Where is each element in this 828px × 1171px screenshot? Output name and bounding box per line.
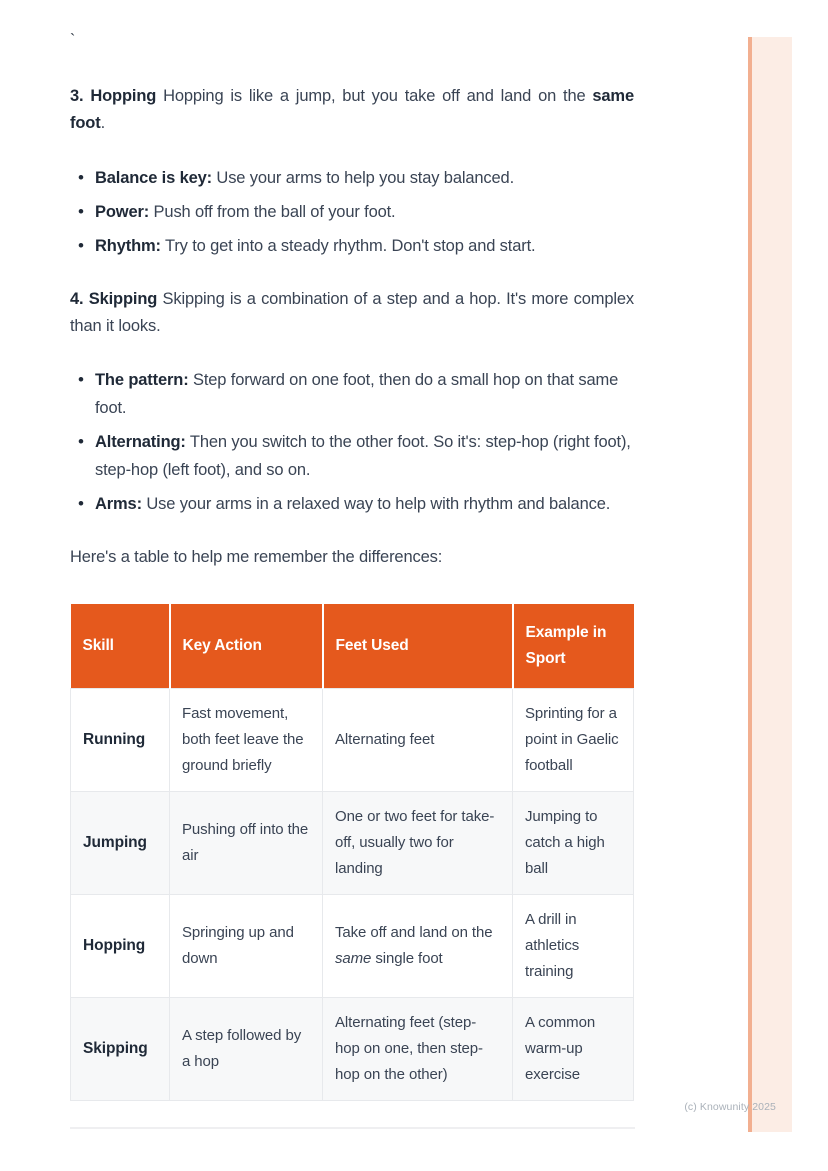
hopping-body-text: Hopping is like a jump, but you take off and land on the (156, 87, 593, 105)
bullet-text: Use your arms in a relaxed way to help with rhythm and balance. (141, 495, 611, 513)
header-cell-key-action: Key Action (170, 604, 323, 689)
cell-skill: Hopping (71, 895, 170, 998)
hopping-bold-tail: same foot (70, 87, 634, 132)
hopping-tail-punct: . (100, 114, 105, 132)
list-item (70, 428, 634, 484)
feet-used-suffix: single foot (371, 950, 443, 967)
cell-feet-used (323, 895, 513, 998)
bullet-label: Alternating: (95, 433, 186, 451)
stray-backtick-mark: ` (70, 32, 76, 49)
table-row-jumping (71, 792, 634, 895)
list-item (70, 490, 634, 518)
page-edge-stripe (748, 37, 792, 1132)
footer-credit: (c) Knowunity 2025 (684, 1101, 776, 1113)
list-item (70, 198, 634, 226)
paragraph-hopping (70, 83, 634, 137)
cell-example: Jumping to catch a high ball (513, 792, 634, 895)
cell-feet-used: Alternating feet (step-hop on one, then step-hop on the other) (323, 998, 513, 1101)
header-cell-feet-used: Feet Used (323, 604, 513, 689)
cell-feet-used: Alternating feet (323, 689, 513, 792)
bottom-divider (70, 1127, 635, 1129)
bullet-text: Use your arms to help you stay balanced. (212, 169, 515, 187)
feet-used-italic: same (335, 950, 372, 967)
cell-example: A common warm-up exercise (513, 998, 634, 1101)
skipping-bullet-list (70, 366, 634, 518)
header-cell-example: Example in Sport (513, 604, 634, 689)
table-row-hopping (71, 895, 634, 998)
list-item (70, 232, 634, 260)
cell-example: Sprinting for a point in Gaelic football (513, 689, 634, 792)
bullet-label: Balance is key: (95, 169, 212, 187)
list-item (70, 164, 634, 192)
skipping-heading: 4. Skipping (70, 290, 158, 308)
hopping-heading: 3. Hopping (70, 87, 157, 105)
bullet-label: Power: (95, 203, 150, 221)
table-intro-text: Here's a table to help me remember the differences: (70, 548, 443, 566)
table-row-skipping (71, 998, 634, 1101)
cell-feet-used: One or two feet for take-off, usually two for landing (323, 792, 513, 895)
skills-comparison-table (70, 604, 634, 1101)
list-item (70, 366, 634, 422)
cell-skill: Running (71, 689, 170, 792)
bullet-label: Arms: (95, 495, 142, 513)
feet-used-prefix: Take off and land on the (335, 924, 493, 941)
bullet-text: Try to get into a steady rhythm. Don't stop and start. (160, 237, 536, 255)
table-header-row (71, 604, 634, 689)
bullet-label: Rhythm: (95, 237, 161, 255)
bullet-text: Push off from the ball of your foot. (149, 203, 396, 221)
paragraph-skipping (70, 286, 634, 340)
cell-skill: Skipping (71, 998, 170, 1101)
cell-key-action: Fast movement, both feet leave the ground briefly (170, 689, 323, 792)
cell-skill: Jumping (71, 792, 170, 895)
hopping-bullet-list (70, 164, 634, 260)
header-cell-skill: Skill (71, 604, 170, 689)
cell-key-action: Springing up and down (170, 895, 323, 998)
bullet-text: Then you switch to the other foot. So it's: step-hop (right foot), step-hop (left foot), and so on. (95, 433, 631, 479)
bullet-text: Step forward on one foot, then do a small hop on that same foot. (95, 371, 619, 417)
skipping-body-text: Skipping is a combination of a step and a hop. It's more complex than it looks. (70, 290, 634, 335)
bullet-label: The pattern: (95, 371, 189, 389)
table-row-running (71, 689, 634, 792)
document-content (70, 0, 634, 1129)
cell-example: A drill in athletics training (513, 895, 634, 998)
cell-key-action: Pushing off into the air (170, 792, 323, 895)
cell-key-action: A step followed by a hop (170, 998, 323, 1101)
